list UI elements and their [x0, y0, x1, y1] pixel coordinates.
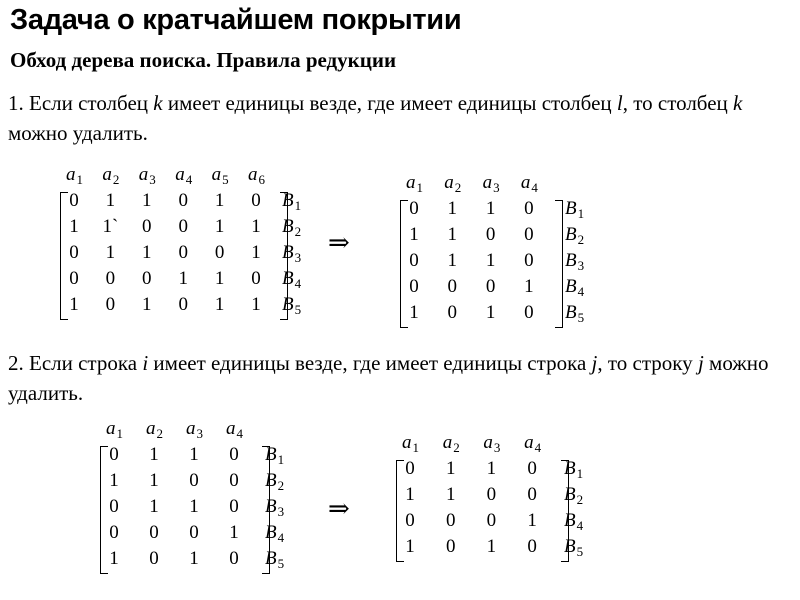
column-header	[186, 418, 203, 442]
matrix-cell: 1`	[102, 216, 119, 237]
label-index: 1	[412, 440, 419, 455]
matrix-cell: 0	[109, 522, 119, 543]
left-bracket	[100, 446, 108, 574]
matrix-cell: 0	[527, 458, 537, 479]
right-bracket	[561, 460, 569, 562]
matrix-cell: 0	[251, 190, 261, 211]
matrix-cell: 0	[524, 224, 534, 245]
label-index: 4	[277, 530, 285, 545]
label-index: 3	[196, 426, 203, 441]
label-index: 2	[454, 180, 462, 195]
matrix-cell: 0	[229, 496, 239, 517]
label-index: 5	[294, 302, 302, 317]
matrix-cell: 0	[409, 276, 419, 297]
label-letter: B	[565, 224, 577, 245]
right-bracket	[555, 200, 563, 328]
label-letter: a	[175, 164, 185, 185]
column-header	[139, 164, 156, 188]
matrix-cell: 1	[214, 294, 225, 315]
page-title: Задача о кратчайшем покрытии	[10, 4, 462, 36]
matrix-cell: 0	[105, 268, 116, 289]
label-index: 1	[294, 198, 302, 213]
matrix-cell: 0	[69, 242, 79, 263]
matrix-cell: 0	[109, 496, 119, 517]
matrix-cell: 1	[142, 190, 152, 211]
matrix-cell: 0	[69, 268, 79, 289]
column-header	[524, 432, 541, 456]
matrix-cell: 0	[229, 548, 239, 569]
matrix-cell: 0	[178, 242, 188, 263]
column-header	[248, 164, 265, 188]
label-letter: a	[482, 172, 493, 193]
column-header	[66, 164, 83, 188]
label-letter: B	[282, 294, 294, 315]
matrix-cell: 0	[527, 536, 537, 557]
matrix-cell: 0	[178, 190, 188, 211]
matrix-cell: 1	[178, 268, 188, 289]
label-index: 3	[149, 172, 156, 187]
matrix-cell: 0	[189, 470, 199, 491]
matrix-cell: 1	[447, 198, 458, 219]
implies-arrow-2: ⇒	[328, 494, 350, 523]
matrix-cell: 1	[485, 302, 496, 323]
label-index: 2	[453, 440, 460, 455]
right-bracket	[280, 192, 288, 320]
matrix-cell: 0	[149, 522, 159, 543]
label-letter: a	[442, 432, 453, 453]
matrix-cell: 1	[214, 268, 225, 289]
matrix-cell: 0	[229, 470, 239, 491]
label-index: 4	[294, 276, 302, 291]
label-letter: a	[186, 418, 196, 439]
label-letter: a	[444, 172, 454, 193]
label-index: 1	[576, 466, 584, 481]
matrix-cell: 0	[178, 216, 188, 237]
matrix-cell: 1	[229, 522, 239, 543]
matrix-cell: 1	[109, 548, 119, 569]
label-index: 1	[577, 206, 585, 221]
matrix-cell: 1	[409, 302, 419, 323]
label-index: 2	[112, 172, 120, 187]
column-header	[443, 432, 460, 456]
matrix-cell: 0	[189, 522, 199, 543]
left-bracket	[60, 192, 68, 320]
label-index: 1	[76, 172, 83, 187]
label-index: 5	[277, 556, 285, 571]
label-letter: a	[138, 164, 149, 185]
label-index: 1	[116, 426, 123, 441]
matrix-cell: 1	[189, 496, 199, 517]
column-header	[106, 418, 123, 442]
right-bracket	[262, 446, 270, 574]
matrix-cell: 1	[524, 276, 534, 297]
matrix-cell: 0	[524, 198, 534, 219]
row-label	[565, 250, 584, 274]
matrix-cell: 0	[149, 548, 159, 569]
label-letter: B	[265, 496, 277, 517]
matrix-cell: 1	[189, 444, 199, 465]
label-index: 3	[493, 440, 501, 455]
matrix-cell: 1	[445, 484, 456, 505]
matrix-cell: 1	[527, 510, 537, 531]
label-letter: B	[282, 216, 294, 237]
row-label	[565, 224, 584, 248]
label-index: 4	[534, 440, 542, 455]
label-letter: B	[564, 536, 576, 557]
label-letter: B	[265, 470, 277, 491]
label-letter: a	[524, 432, 534, 453]
matrix-cell: 0	[447, 302, 458, 323]
matrix-cell: 1	[447, 224, 458, 245]
label-index: 3	[493, 180, 500, 195]
column-header	[483, 432, 500, 456]
matrix-cell: 0	[405, 510, 415, 531]
matrix-cell: 1	[447, 250, 458, 271]
label-letter: a	[483, 432, 493, 453]
label-index: 2	[577, 232, 585, 247]
matrix-cell: 0	[178, 294, 188, 315]
left-bracket	[396, 460, 404, 562]
label-letter: a	[66, 164, 76, 185]
label-letter: B	[564, 458, 576, 479]
label-letter: a	[520, 172, 531, 193]
label-index: 5	[577, 310, 585, 325]
matrix-cell: 1	[485, 250, 496, 271]
label-letter: B	[282, 268, 294, 289]
left-bracket	[400, 200, 408, 328]
matrix-cell: 0	[142, 216, 152, 237]
label-letter: a	[406, 172, 416, 193]
label-index: 2	[294, 224, 302, 239]
label-letter: B	[565, 276, 577, 297]
label-index: 4	[531, 180, 538, 195]
matrix-cell: 1	[142, 294, 152, 315]
matrix-cell: 0	[409, 198, 419, 219]
label-index: 4	[185, 172, 193, 187]
matrix-cell: 1	[142, 242, 152, 263]
matrix-cell: 0	[445, 536, 456, 557]
label-index: 2	[576, 492, 584, 507]
matrix-cell: 1	[251, 294, 261, 315]
label-letter: B	[265, 522, 277, 543]
label-index: 3	[277, 504, 285, 519]
label-letter: a	[146, 418, 156, 439]
matrix-cell: 0	[524, 302, 534, 323]
matrix-cell: 0	[229, 444, 239, 465]
label-index: 2	[277, 478, 285, 493]
label-letter: a	[402, 432, 412, 453]
label-letter: B	[564, 510, 576, 531]
column-header	[483, 172, 500, 196]
matrix-cell: 0	[409, 250, 419, 271]
page-subtitle: Обход дерева поиска. Правила редукции	[10, 48, 397, 72]
matrix-cell: 0	[485, 276, 496, 297]
matrix-cell: 0	[69, 190, 79, 211]
matrix-cell: 1	[486, 458, 497, 479]
label-index: 2	[156, 426, 163, 441]
matrix-cell: 1	[485, 198, 496, 219]
label-index: 5	[576, 544, 584, 559]
label-letter: a	[226, 418, 236, 439]
column-header	[521, 172, 538, 196]
matrix-cell: 0	[527, 484, 537, 505]
column-header	[406, 172, 423, 196]
matrix-cell: 1	[105, 242, 116, 263]
label-index: 4	[577, 284, 585, 299]
matrix-cell: 1	[214, 216, 225, 237]
label-index: 3	[294, 250, 302, 265]
label-letter: B	[564, 484, 576, 505]
implies-arrow-1: ⇒	[328, 228, 350, 257]
column-header	[212, 164, 229, 188]
label-letter: a	[248, 164, 258, 185]
matrix-cell: 1	[69, 294, 79, 315]
matrix-cell: 1	[214, 190, 225, 211]
label-index: 4	[236, 426, 243, 441]
matrix-cell: 0	[405, 458, 415, 479]
row-label	[565, 198, 584, 222]
label-letter: B	[282, 242, 294, 263]
row-label	[565, 302, 584, 326]
matrix-cell: 1	[251, 216, 261, 237]
label-index: 5	[222, 172, 229, 187]
rule-2-text: 2. Если строка i имеет единицы везде, где имеет единицы строка j, то строку j можно удалить.	[8, 351, 769, 405]
label-letter: B	[565, 302, 577, 323]
matrix-cell: 1	[405, 536, 415, 557]
label-letter: B	[265, 548, 277, 569]
matrix-cell: 0	[105, 294, 116, 315]
matrix-cell: 1	[69, 216, 79, 237]
column-header	[402, 432, 419, 456]
matrix-cell: 0	[486, 510, 497, 531]
column-header	[226, 418, 243, 442]
matrix-cell: 1	[405, 484, 415, 505]
label-letter: B	[565, 250, 577, 271]
matrix-cell: 0	[142, 268, 152, 289]
rule-1-text: 1. Если столбец k имеет единицы везде, где имеет единицы столбец l, то столбец k можно удалить.	[8, 91, 743, 145]
label-index: 1	[277, 452, 285, 467]
matrix-cell: 1	[486, 536, 497, 557]
matrix-cell: 1	[189, 548, 199, 569]
matrix-cell: 1	[445, 458, 456, 479]
label-letter: a	[211, 164, 222, 185]
matrix-cell: 0	[486, 484, 497, 505]
matrix-cell: 0	[445, 510, 456, 531]
column-header	[102, 164, 119, 188]
label-letter: a	[102, 164, 112, 185]
matrix-cell: 0	[109, 444, 119, 465]
matrix-cell: 1	[409, 224, 419, 245]
label-letter: B	[282, 190, 294, 211]
row-label	[565, 276, 584, 300]
matrix-cell: 1	[109, 470, 119, 491]
label-letter: B	[265, 444, 277, 465]
column-header	[444, 172, 461, 196]
matrix-cell: 0	[524, 250, 534, 271]
label-letter: a	[106, 418, 116, 439]
label-letter: B	[565, 198, 577, 219]
label-index: 1	[416, 180, 423, 195]
matrix-cell: 1	[149, 444, 159, 465]
matrix-cell: 0	[447, 276, 458, 297]
column-header	[146, 418, 163, 442]
matrix-cell: 0	[251, 268, 261, 289]
label-index: 6	[258, 172, 265, 187]
label-index: 3	[577, 258, 585, 273]
label-index: 4	[576, 518, 584, 533]
matrix-cell: 0	[214, 242, 225, 263]
matrix-cell: 1	[149, 470, 159, 491]
matrix-cell: 0	[485, 224, 496, 245]
matrix-cell: 1	[149, 496, 159, 517]
column-header	[175, 164, 192, 188]
matrix-cell: 1	[105, 190, 116, 211]
matrix-cell: 1	[251, 242, 261, 263]
